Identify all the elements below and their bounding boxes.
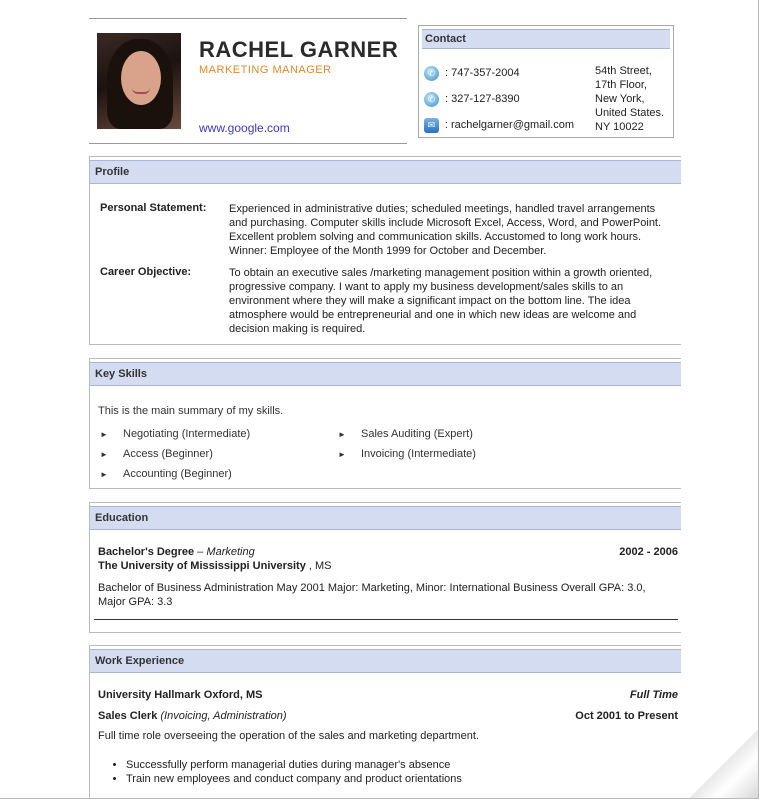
skill-item: ► Accounting (Beginner) [100,468,232,480]
resume-header [89,18,407,144]
work-heading: Work Experience [90,649,681,673]
education-years: 2002 - 2006 [619,546,678,558]
work-bullets [126,758,462,786]
address-line: New York, [595,93,645,105]
skill-item: ► Sales Auditing (Expert) [338,428,473,440]
bullet-icon: ► [338,450,346,459]
role-title: Sales Clerk [98,710,158,722]
email-icon: ✉ [424,118,439,133]
bullet-icon: ► [100,450,108,459]
career-objective-text: To obtain an executive sales /marketing management position within a growth oriented, progressive company. I want to apply my business development/sales skills to an environment where they will make a significant impact on the bottom line. The idea atmosphere would be entrepreneurial and one in which new ideas are welcome and decision making is required. [229,267,653,335]
address-line: United States. [595,107,665,119]
degree-dash: – [197,546,204,558]
work-section [89,645,681,799]
skill-item: ► Invoicing (Intermediate) [338,448,476,460]
phone-row-2 [424,90,520,108]
skill-item: ► Negotiating (Intermediate) [100,428,251,440]
skills-section [89,358,681,489]
address-line: NY 10022 [595,121,644,133]
work-bullet: • Successfully perform managerial duties during manager's absence [126,758,462,772]
phone-number-2[interactable]: : 327-127-8390 [445,93,520,105]
candidate-title: MARKETING MANAGER [199,64,332,76]
role-row [98,710,676,722]
bullet-icon: ► [100,430,108,439]
address-line: 17th Floor, [595,79,647,91]
education-divider [94,619,678,620]
skill-item: ► Access (Beginner) [100,448,213,460]
phone-number-1[interactable]: : 747-357-2004 [445,67,520,79]
career-objective-label: Career Objective: [100,266,192,278]
profile-photo [97,33,181,129]
phone-icon: ✆ [424,92,439,107]
education-section [89,502,681,633]
degree-row [98,546,676,558]
education-details: Bachelor of Business Administration May 2001 Major: Marketing, Minor: International Business Overall GPA: 3.0, Major GPA: 3.3 [98,582,646,608]
skills-heading: Key Skills [90,362,681,386]
profile-section [89,156,681,345]
skills-summary: This is the main summary of my skills. [98,405,284,417]
website-link[interactable]: www.google.com [199,121,290,135]
school-row [98,560,676,572]
phone-icon: ✆ [424,66,439,81]
email-address[interactable]: : rachelgarner@gmail.com [444,119,574,131]
degree-field: Marketing [206,546,255,558]
role-detail: (Invoicing, Administration) [160,710,287,722]
employer-row [98,689,676,701]
email-row [424,116,574,134]
phone-row-1 [424,64,520,82]
employment-dates: Oct 2001 to Present [575,710,678,722]
address-line: 54th Street, [595,65,652,77]
school-state: , MS [308,560,332,572]
employer-name: University Hallmark Oxford, MS [98,689,263,701]
contact-heading: Contact [422,29,670,49]
profile-heading: Profile [90,160,681,184]
personal-statement-row [100,202,674,258]
contact-box [418,25,674,138]
candidate-name: RACHEL GARNER [199,37,399,62]
bullet-icon: ► [100,470,108,479]
postal-address [595,64,664,134]
work-summary: Full time role overseeing the operation of the sales and marketing department. [98,730,479,742]
page-curl [688,728,758,798]
employment-type: Full Time [629,689,678,701]
work-bullet: • Train new employees and conduct company and product orientations [126,772,462,786]
degree-name: Bachelor's Degree [98,546,195,558]
education-heading: Education [90,506,681,530]
bullet-icon: ► [338,430,346,439]
personal-statement-text: Experienced in administrative duties; scheduled meetings, handled travel arrangements and purchasing. Computer skills include Microsoft Excel, Access, Word, and PowerPoint. Excellent problem solving and communication skills. Accustomed to long work hours. Winner: Employee of the Month 1999 for October and December. [229,203,662,257]
personal-statement-label: Personal Statement: [100,202,207,214]
school-name: The University of Mississippi University [98,560,306,572]
career-objective-row [100,266,674,336]
